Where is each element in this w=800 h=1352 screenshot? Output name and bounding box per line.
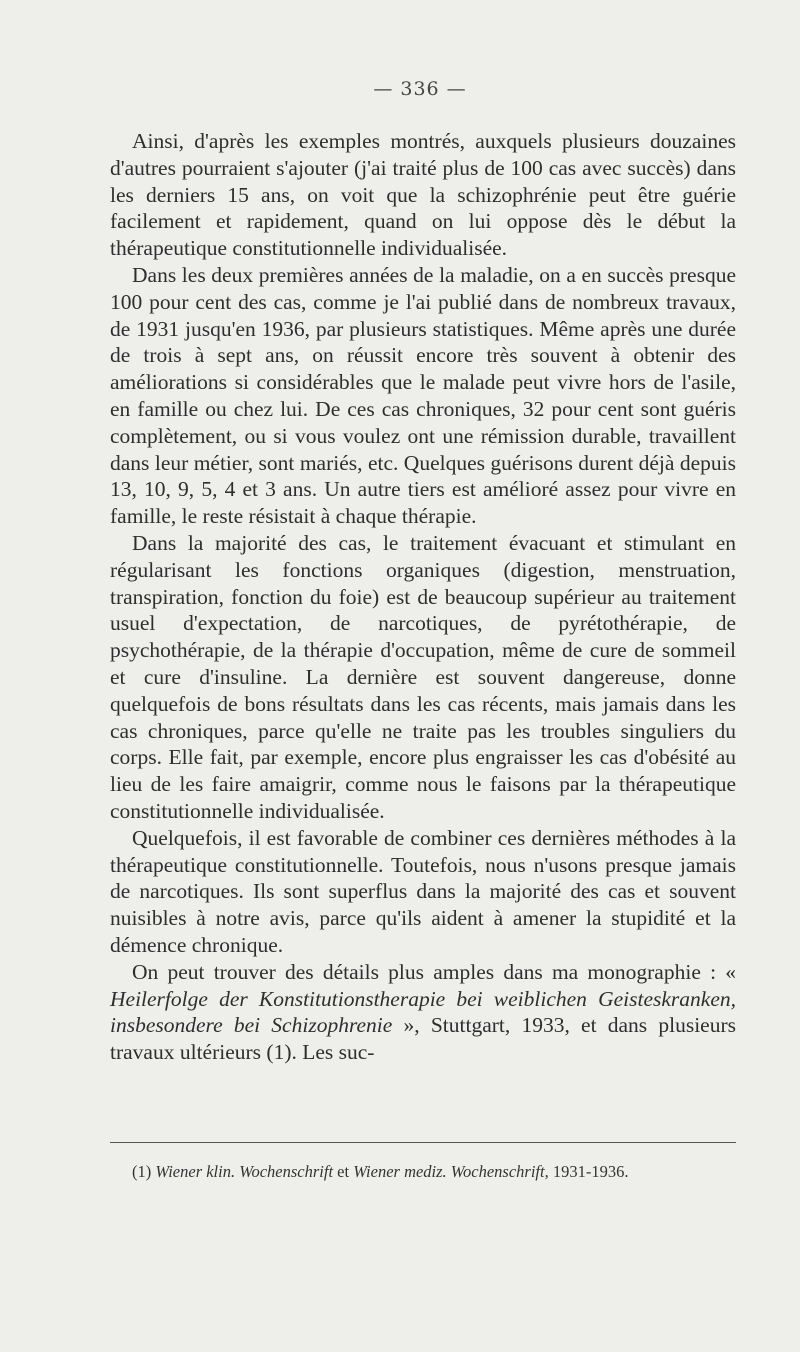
page-number: — 336 — [373,78,467,100]
footnote-years: 1931-1936. [552,1162,629,1181]
footnote-marker: (1) [132,1162,152,1181]
footnote-journal-1: Wiener klin. Wochenschrift [155,1162,334,1181]
paragraph-1: Ainsi, d'après les exemples montrés, auxquels plusieurs douzaines d'autres pourraient s'ajouter (j'ai traité plus de 100 cas avec succès) dans les derniers 15 ans, on voit que la schizophrénie peut être guérie facilement et rapidement, quand on lui oppose dès le début la thérapeutique constitutionnelle individualisée. [110,129,736,261]
paragraph-5-before: On peut trouver des détails plus amples dans ma monographie : « [132,959,736,984]
paragraph-3: Dans la majorité des cas, le traitement évacuant et stimulant en régularisant les fonctions organiques (digestion, menstruation, transpiration, fonction du foie) est de beaucoup supérieur au traitement usuel d'expectation, de narcotiques, de pyrétothérapie, de psychothérapie, de la thérapie d'occupation, même de cure de sommeil et cure d'insuline. La dernière est souvent dangereuse, donne quelquefois de bons résultats dans les cas récents, mais jamais dans les cas chroniques, parce qu'elle ne traite pas les troubles singuliers du corps. Elle fait, par exemple, encore plus engraisser les cas d'obésité au lieu de les faire amaigrir, comme nous le faisons par la thérapeutique constitutionnelle individualisée. [110,530,736,823]
paragraph-5 [110,959,736,1066]
paragraph-5-after: », Stuttgart, 1933, et dans plusieurs travaux ultérieurs (1). Les suc- [110,1013,736,1065]
footnote [110,1162,736,1182]
paragraph-4: Quelquefois, il est favorable de combiner ces dernières méthodes à la thérapeutique constitutionnelle. Toutefois, nous n'usons presque jamais de narcotiques. Ils sont superflus dans la majorité des cas et souvent nuisibles à notre avis, parce qu'ils aident à amener la stupidité et la démence chronique. [110,825,736,957]
footnote-conjunction: et [337,1162,350,1181]
monograph-title: Heilerfolge der Konstitutionstherapie bei weiblichen Geisteskranken, insbesondere bei Schizophrenie [110,986,736,1038]
footnote-journal-2: Wiener mediz. Wochenschrift, [353,1162,549,1181]
body-text [110,128,736,1066]
paragraph-2: Dans les deux premières années de la maladie, on a en succès presque 100 pour cent des cas, comme je l'ai publié dans de nombreux travaux, de 1931 jusqu'en 1936, par plusieurs statistiques. Même après une durée de trois à sept ans, on réussit encore très souvent à obtenir des améliorations si considérables que le malade peut vivre hors de l'asile, en famille ou chez lui. De ces cas chroniques, 32 pour cent sont guéris complètement, ou si vous voulez ont une rémission durable, travaillent dans leur métier, sont mariés, etc. Quelques guérisons durent déjà depuis 13, 10, 9, 5, 4 et 3 ans. Un autre tiers est amélioré assez pour vivre en famille, le reste résistait à chaque thérapie. [110,262,736,529]
footnote-divider [110,1142,736,1143]
footnote-text [110,1162,736,1182]
